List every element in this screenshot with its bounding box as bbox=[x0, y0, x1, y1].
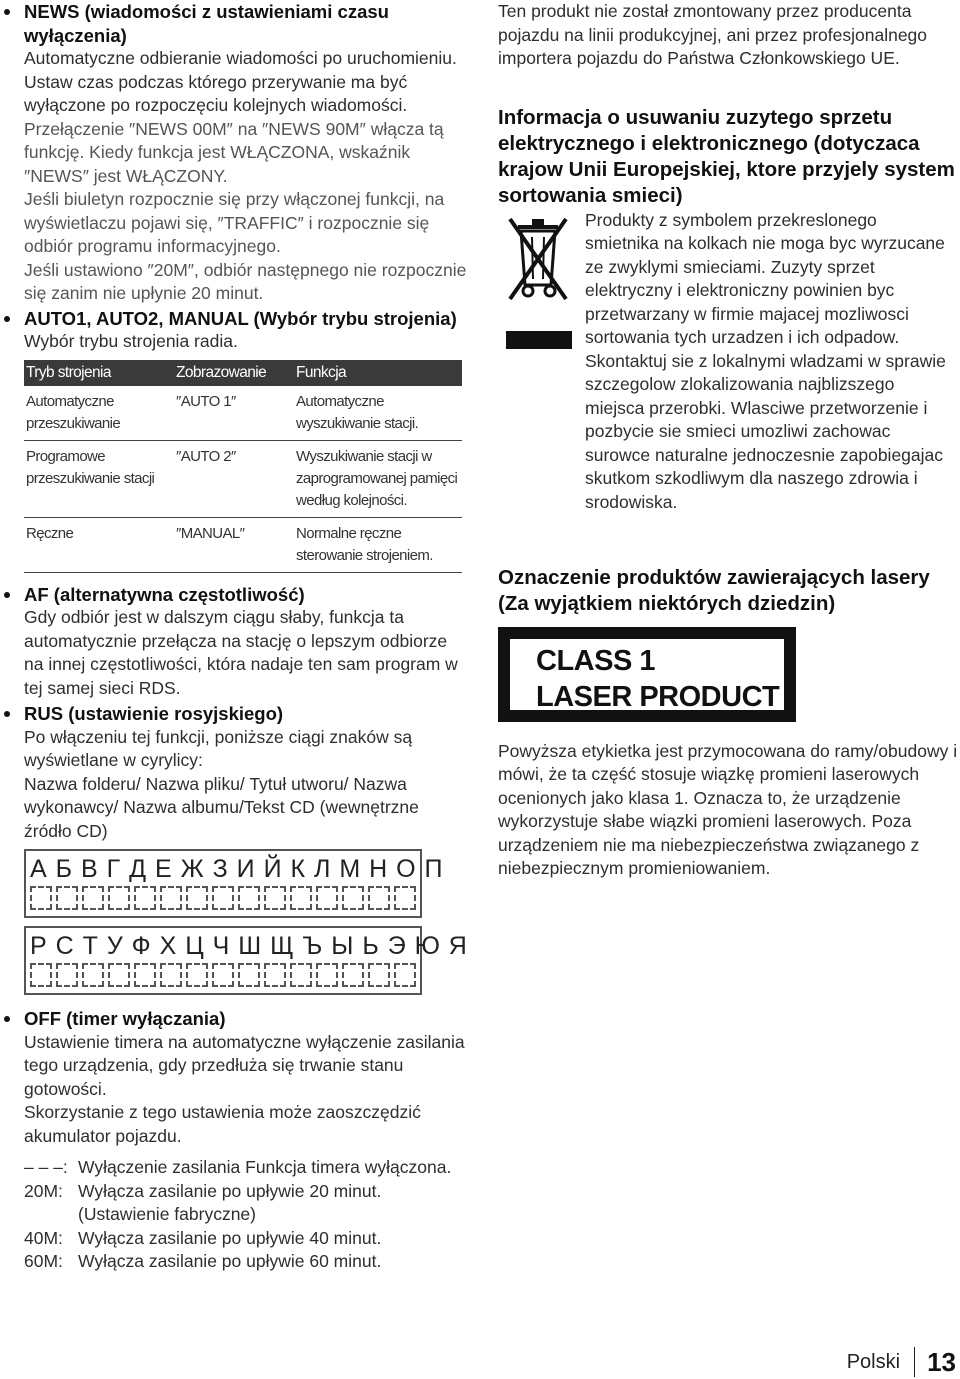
table-header-row bbox=[24, 360, 462, 386]
segment-glyph bbox=[82, 963, 104, 987]
laser-text: Powyższa etykietka jest przymocowana do ramy/obudowy i mówi, że ta część stosuje wiązkę promieni laserowych ocenionych jako klasa 1. Oznacza to, że urządzenie wykorzystuje słabe wiązki promieni laserowych. Poza urządzeniem nie ma niebezpieczeństwa związanego z niebezpiecznym promieniowaniem. bbox=[498, 740, 958, 878]
table-header: Tryb strojenia bbox=[24, 360, 174, 386]
cyrillic-letters: А Б В Г Д Е Ж З И Й К Л М Н О П bbox=[30, 855, 444, 883]
cyrillic-segment-display bbox=[30, 886, 416, 912]
table-header: Zobrazowanie bbox=[174, 360, 294, 386]
segment-glyph bbox=[160, 963, 182, 987]
segment-glyph bbox=[264, 886, 286, 910]
af-section bbox=[0, 583, 470, 701]
list-item bbox=[24, 1156, 470, 1180]
segment-glyph bbox=[290, 963, 312, 987]
bullet-icon bbox=[4, 1016, 10, 1022]
af-title: AF (alternatywna częstotliwość) bbox=[24, 583, 305, 605]
rus-section bbox=[0, 702, 470, 843]
weee-text: Produkty z symbolem przekreslonego smietnika na kolkach nie moga byc wyrzucane ze zwyklymi smieciami. Zuzyty sprzet elektryczny i elektroniczny powinien byc przetwarzany w firmie majacej mozliwosci sortowania tych urzadzen i ich odpadow. Skontaktuj sie z lokalnymi wladzami w sprawie szczegolow zlokalizowania najblizszego miejsca przerobki. Wlasciwe przetworzenie i pozbycie sie smieci umozliwi zachowac surowce naturalne jednoczesnie zapobiegajac skutkom szkodliwym dla naszego zdrowia i srodowiska. bbox=[585, 209, 946, 512]
option-key: 20M: bbox=[24, 1180, 63, 1201]
bullet-icon bbox=[4, 592, 10, 598]
laser-label-inner bbox=[510, 639, 784, 713]
bullet-icon bbox=[4, 9, 10, 15]
laser-label-line-2: LASER PRODUCT bbox=[536, 680, 780, 713]
option-text: Wyłącza zasilanie po upływie 20 minut. (Ustawienie fabryczne) bbox=[78, 1180, 382, 1224]
segment-glyph bbox=[290, 886, 312, 910]
page-footer bbox=[847, 1345, 956, 1379]
option-key: 40M: bbox=[24, 1227, 63, 1248]
segment-glyph bbox=[238, 886, 260, 910]
segment-glyph bbox=[368, 886, 390, 910]
segment-glyph bbox=[342, 886, 364, 910]
auto-title: AUTO1, AUTO2, MANUAL (Wybór trybu strojenia) bbox=[24, 307, 457, 329]
list-item bbox=[24, 1227, 470, 1251]
segment-glyph bbox=[238, 963, 260, 987]
news-para-3: Jeśli biuletyn rozpocznie się przy włączonej funkcji, na wyświetlaczu pojawi się, ″TRAFFIC″ i rozpocznie się odbiór programu informacyjnego. bbox=[24, 189, 445, 256]
option-text: Wyłączenie zasilania Funkcja timera wyłączona. bbox=[78, 1157, 452, 1177]
segment-glyph bbox=[394, 886, 416, 910]
bullet-icon bbox=[4, 316, 10, 322]
rus-title: RUS (ustawienie rosyjskiego) bbox=[24, 703, 284, 724]
segment-glyph bbox=[212, 963, 234, 987]
table-row bbox=[24, 386, 462, 441]
news-para-4: Jeśli ustawiono ″20M″, odbiór następnego nie rozpocznie się zanim nie upłynie 20 minut. bbox=[24, 259, 467, 303]
tuning-mode-table bbox=[24, 360, 462, 573]
option-text: Wyłącza zasilanie po upływie 60 minut. bbox=[78, 1251, 382, 1271]
segment-glyph bbox=[212, 886, 234, 910]
af-para: Gdy odbiór jest w dalszym ciągu słaby, funkcja ta automatycznie przełącza na stację o lepszym odbiorze na innej częstotliwości, która nadaje ten sam program w tej samej sieci RDS. bbox=[24, 607, 458, 698]
segment-glyph bbox=[56, 886, 78, 910]
list-item bbox=[24, 1250, 470, 1274]
segment-glyph bbox=[56, 963, 78, 987]
weee-title: Informacja o usuwaniu zuzytego sprzetu elektrycznego i elektronicznego (dotyczaca krajow Unii Europejskiej, ktore przyjely system sortowania smieci) bbox=[498, 105, 955, 207]
segment-glyph bbox=[160, 886, 182, 910]
segment-glyph bbox=[186, 886, 208, 910]
option-key: 60M: bbox=[24, 1251, 63, 1271]
off-options-list bbox=[24, 1156, 470, 1274]
off-section bbox=[0, 1007, 470, 1274]
segment-glyph bbox=[82, 886, 104, 910]
news-title: NEWS (wiadomości z ustawieniami czasu wyłączenia) bbox=[24, 1, 389, 46]
segment-glyph bbox=[342, 963, 364, 987]
table-row bbox=[24, 517, 462, 572]
rus-para-1: Po włączeniu tej funkcji, poniższe ciągi znaków są wyświetlane w cyrylicy: bbox=[24, 726, 413, 770]
rus-para-2: Nazwa folderu/ Nazwa pliku/ Tytuł utworu/ Nazwa wykonawcy/ Nazwa albumu/Tekst CD (wewnętrzne źródło CD) bbox=[24, 773, 419, 841]
segment-glyph bbox=[30, 886, 52, 910]
bullet-icon bbox=[4, 711, 10, 717]
table-cell: Automatyczne wyszukiwanie stacji. bbox=[294, 386, 462, 441]
laser-title: Oznaczenie produktów zawierających lasery (Za wyjątkiem niektórych dziedzin) bbox=[498, 565, 930, 615]
page-number: 13 bbox=[927, 1346, 956, 1377]
footer-divider bbox=[914, 1347, 915, 1377]
cyrillic-display-box-2 bbox=[24, 926, 468, 995]
news-section bbox=[0, 0, 470, 306]
segment-glyph bbox=[316, 886, 338, 910]
table-cell: Wyszukiwanie stacji w zaprogramowanej pamięci według kolejności. bbox=[294, 440, 462, 517]
segment-glyph bbox=[394, 963, 416, 987]
cyrillic-display-box-1 bbox=[24, 849, 444, 918]
table-cell: Ręczne bbox=[24, 517, 174, 572]
table-cell: ″MANUAL″ bbox=[174, 517, 294, 572]
off-para-2: Skorzystanie z tego ustawienia może zaoszczędzić akumulator pojazdu. bbox=[24, 1102, 421, 1146]
segment-glyph bbox=[368, 963, 390, 987]
segment-glyph bbox=[108, 886, 130, 910]
laser-label-line-1: CLASS 1 bbox=[536, 644, 655, 677]
segment-glyph bbox=[264, 963, 286, 987]
news-para-1: Automatyczne odbieranie wiadomości po uruchomieniu. Ustaw czas podczas którego przerywanie ma być wyłączone po rozpoczęciu kolejnych wiadomości. bbox=[24, 48, 457, 115]
table-cell: Normalne ręczne sterowanie strojeniem. bbox=[294, 517, 462, 572]
segment-glyph bbox=[134, 886, 156, 910]
off-title: OFF (timer wyłączania) bbox=[24, 1008, 226, 1029]
table-row bbox=[24, 440, 462, 517]
news-para-2: Przełączenie ″NEWS 00M″ na ″NEWS 90M″ włącza tą funkcję. Kiedy funkcja jest WŁĄCZONA, wskaźnik ″NEWS″ jest WŁĄCZONY. bbox=[24, 118, 444, 186]
left-column bbox=[0, 0, 470, 1274]
table-cell: Programowe przeszukiwanie stacji bbox=[24, 440, 174, 517]
table-cell: ″AUTO 1″ bbox=[174, 386, 294, 441]
option-text: Wyłącza zasilanie po upływie 40 minut. bbox=[78, 1227, 382, 1248]
class1-laser-label bbox=[498, 627, 796, 722]
off-para-1: Ustawienie timera na automatyczne wyłączenie zasilania tego urządzenia, gdy przedłuża się trwanie stanu gotowości. bbox=[24, 1031, 465, 1099]
cyrillic-segment-display bbox=[30, 963, 416, 989]
option-key: – – –: bbox=[24, 1157, 68, 1177]
list-item bbox=[24, 1180, 470, 1227]
segment-glyph bbox=[108, 963, 130, 987]
segment-glyph bbox=[30, 963, 52, 987]
weee-block bbox=[498, 209, 960, 539]
footer-language: Polski bbox=[846, 1350, 901, 1373]
segment-glyph bbox=[316, 963, 338, 987]
right-column bbox=[498, 0, 960, 881]
segment-glyph bbox=[186, 963, 208, 987]
table-header: Funkcja bbox=[294, 360, 462, 386]
table-cell: Automatyczne przeszukiwanie bbox=[24, 386, 174, 441]
crossed-bin-icon bbox=[504, 211, 574, 351]
intro-para: Ten produkt nie został zmontowany przez producenta pojazdu na linii produkcyjnej, ani przez profesjonalnego importera pojazdu do Państwa Członkowskiego UE. bbox=[498, 1, 928, 68]
auto-para: Wybór trybu strojenia radia. bbox=[24, 331, 238, 351]
cyrillic-letters: Р С Т У Ф Х Ц Ч Ш Щ Ъ Ы Ь Э Ю Я bbox=[30, 932, 468, 960]
auto-section bbox=[0, 307, 470, 354]
segment-glyph bbox=[134, 963, 156, 987]
table-cell: ″AUTO 2″ bbox=[174, 440, 294, 517]
